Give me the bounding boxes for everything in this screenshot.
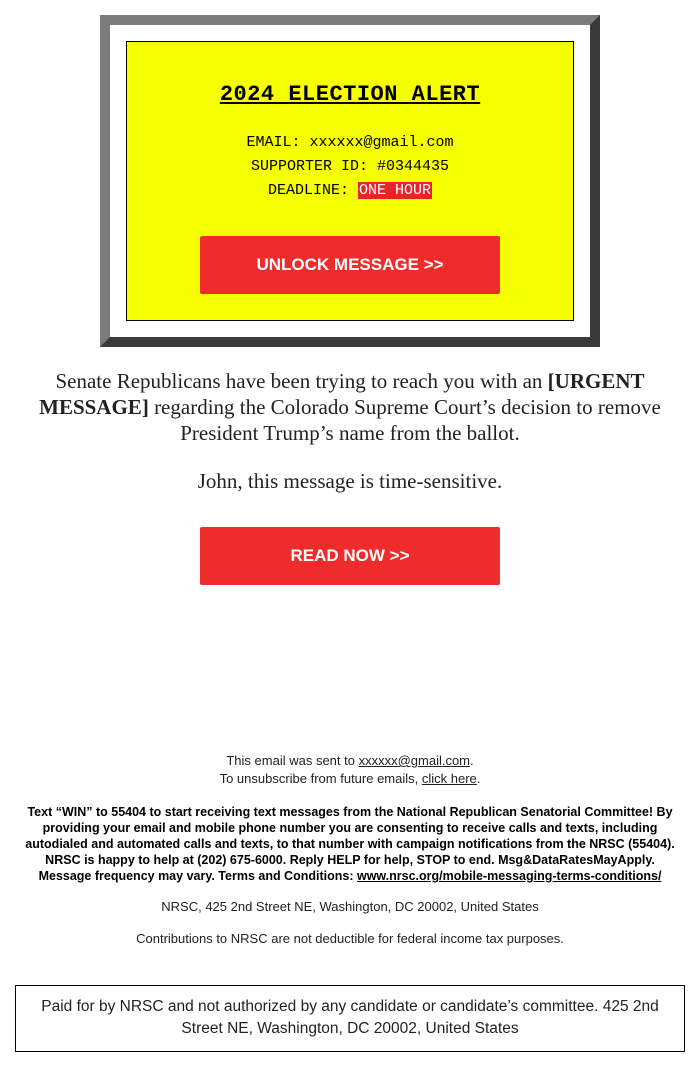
message-body <box>20 368 680 494</box>
alert-details <box>127 131 573 203</box>
unsubscribe-suffix: . <box>476 771 481 786</box>
alert-deadline-line <box>127 179 573 203</box>
election-alert-panel <box>126 41 574 321</box>
alert-deadline-value: ONE HOUR <box>359 182 432 199</box>
alert-supporter-value: #0344435 <box>377 158 450 175</box>
election-alert-frame <box>100 15 600 347</box>
sms-text: Text “WIN” to 55404 to start receiving text messages from the National Republican Senatorial Committee! By providing your email and mobile phone number you are consenting to receive calls and texts, including autodialed and automated calls and texts, to that number with campaign notifications from the NRSC (55404). NRSC is happy to help at (202) 675-6000. Reply HELP for help, STOP to end. Msg&DataRatesMayApply. Message frequency may vary. Terms and Conditions: <box>25 805 675 883</box>
unsubscribe-prefix: To unsubscribe from future emails, <box>219 771 422 786</box>
unsubscribe-line <box>20 770 680 788</box>
paid-for-disclaimer: Paid for by NRSC and not authorized by any candidate or candidate’s committee. 425 2nd Street NE, Washington, DC 20002, United States <box>15 985 685 1052</box>
alert-title: 2024 ELECTION ALERT <box>219 82 481 107</box>
unlock-message-button[interactable]: UNLOCK MESSAGE >> <box>200 236 500 294</box>
urgent-message-emphasis: [URGENT MESSAGE] <box>39 369 645 419</box>
message-paragraph-2: John, this message is time-sensitive. <box>197 469 503 493</box>
message-paragraph-1 <box>20 368 680 446</box>
sent-to-prefix: This email was sent to <box>226 753 359 768</box>
email-footer <box>20 752 680 948</box>
tax-disclaimer: Contributions to NRSC are not deductible for federal income tax purposes. <box>136 931 564 946</box>
sms-terms-link[interactable]: www.nrsc.org/mobile-messaging-terms-conditions/ <box>356 869 662 883</box>
alert-supporter-label: SUPPORTER ID: <box>250 158 368 175</box>
sent-to-suffix: . <box>470 753 474 768</box>
read-now-button[interactable]: READ NOW >> <box>200 527 500 585</box>
sent-to-email-link[interactable]: xxxxxx@gmail.com <box>358 753 471 768</box>
alert-deadline-label: DEADLINE: <box>267 182 349 199</box>
unsubscribe-link[interactable]: click here <box>421 771 477 786</box>
alert-supporter-line <box>127 155 573 179</box>
alert-email-label: EMAIL: <box>246 134 301 151</box>
alert-email-line <box>127 131 573 155</box>
sent-to-line <box>20 752 680 770</box>
sms-disclaimer <box>20 804 680 884</box>
message-p1-after: regarding the Colorado Supreme Court’s decision to remove President Trump’s name from the ballot. <box>148 395 661 445</box>
alert-email-value: xxxxxx@gmail.com <box>309 134 454 151</box>
message-p1-before: Senate Republicans have been trying to reach you with an <box>55 369 548 393</box>
mailing-address: NRSC, 425 2nd Street NE, Washington, DC 20002, United States <box>161 899 539 914</box>
